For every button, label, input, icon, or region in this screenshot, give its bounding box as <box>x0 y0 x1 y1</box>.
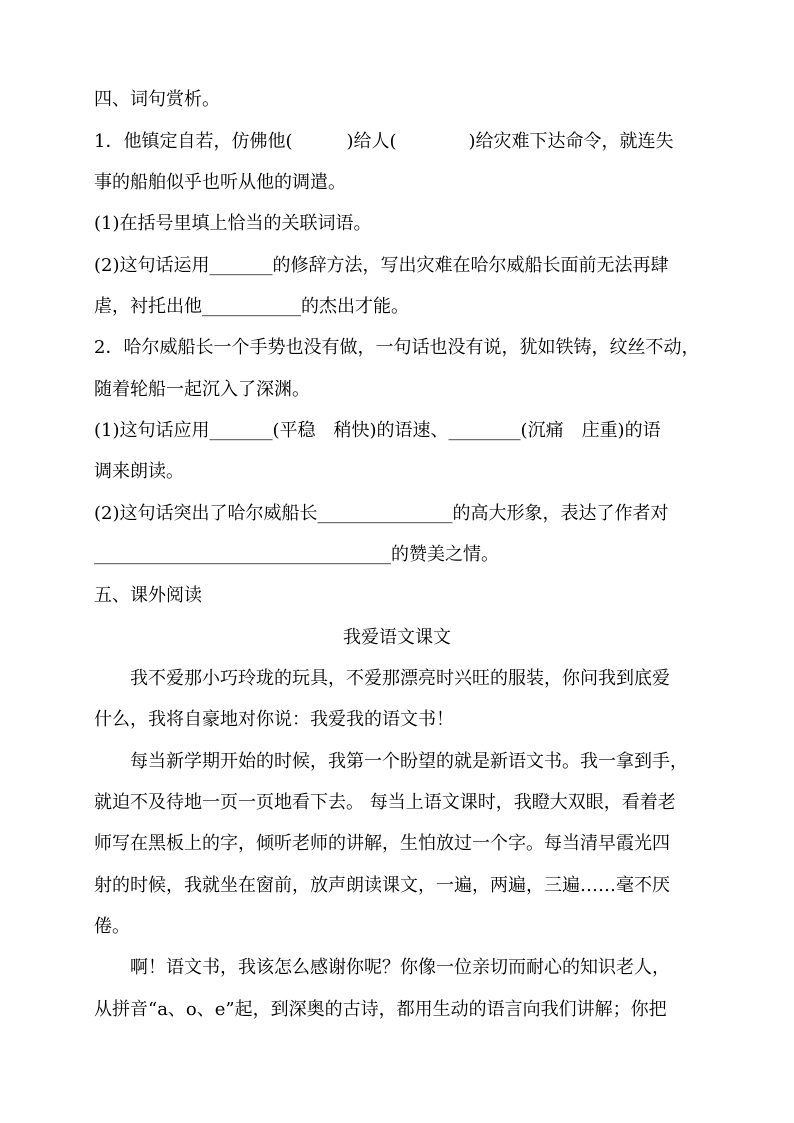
paragraph-2-line-2: 就迫不及待地一页一页地看下去。 每当上语文课时，我瞪大双眼，看着老 <box>94 792 676 813</box>
article-title: 我爱语文课文 <box>343 627 451 648</box>
question-2-sub-1-line-1: (1)这句话应用_______(平稳 稍快)的语速、________(沉痛 庄重)的语 <box>94 420 661 441</box>
paragraph-1-line-2: 什么，我将自豪地对你说：我爱我的语文书！ <box>94 709 454 730</box>
paragraph-3-line-2: 从拼音“a、o、e”起，到深奥的古诗，都用生动的语言向我们讲解；你把 <box>94 999 667 1020</box>
paragraph-2-line-5: 倦。 <box>94 916 130 937</box>
question-2-line-2: 随着轮船一起沉入了深渊。 <box>94 379 310 400</box>
paragraph-2-line-3: 师写在黑板上的字，倾听老师的讲解，生怕放过一个字。每当清早霞光四 <box>94 833 670 854</box>
question-1-sub-2-line-1: (2)这句话运用_______的修辞方法，写出灾难在哈尔威船长面前无法再肆 <box>94 255 669 276</box>
section-4-heading: 四、词句赏析。 <box>94 89 220 110</box>
question-1-line-1: 1．他镇定自若，仿佛他( )给人( )给灾难下达命令，就连失 <box>94 131 674 152</box>
paragraph-2-line-1: 每当新学期开始的时候，我第一个盼望的就是新语文书。我一拿到手， <box>94 751 688 772</box>
question-2-sub-2-line-1: (2)这句话突出了哈尔威船长_______________的高大形象，表达了作者对 <box>94 503 669 524</box>
question-1-line-2: 事的船舶似乎也听从他的调遣。 <box>94 172 346 193</box>
question-1-sub-1: (1)在括号里填上恰当的关联词语。 <box>94 213 372 234</box>
question-2-sub-1-line-2: 调来朗读。 <box>94 461 184 482</box>
paragraph-1-line-1: 我不爱那小巧玲珑的玩具，不爱那漂亮时兴旺的服装，你问我到底爱 <box>94 668 670 689</box>
question-1-sub-2-line-2: 虐，衬托出他___________的杰出才能。 <box>94 296 409 317</box>
question-2-sub-2-line-2: _________________________________的赞美之情。 <box>94 544 499 565</box>
paragraph-2-line-4: 射的时候，我就坐在窗前，放声朗读课文，一遍，两遍，三遍……毫不厌 <box>94 875 670 896</box>
paragraph-3-line-1: 啊！语文书，我该怎么感谢你呢？你像一位亲切而耐心的知识老人， <box>94 957 670 978</box>
section-5-heading: 五、课外阅读 <box>94 585 202 606</box>
question-2-line-1: 2．哈尔威船长一个手势也没有做，一句话也没有说，犹如铁铸，纹丝不动， <box>94 337 700 358</box>
